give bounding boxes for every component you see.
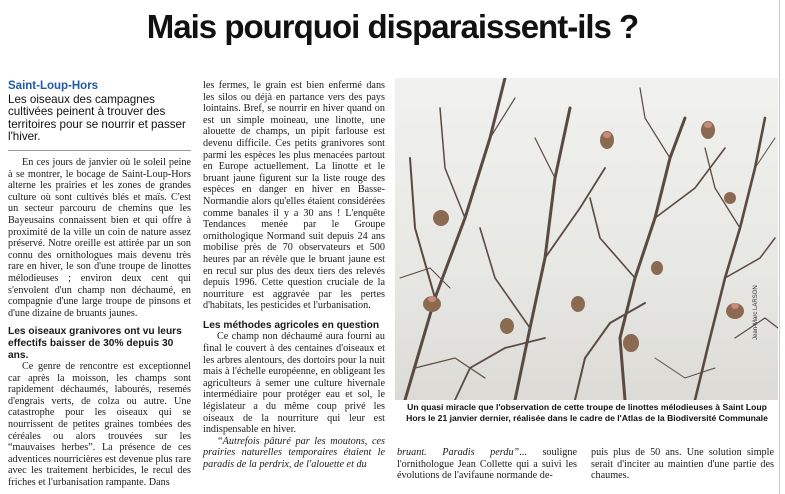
column-1-body [8,157,191,489]
photo-caption: Un quasi miracle que l'observation de cette troupe de linottes mélodieuses à Saint Loup Hors le 21 janvier dernier, réalisée dans le cadre de l'Atlas de la Biodiversité Communale [406,402,768,423]
paragraph: puis plus de 50 ans. Une solution simple serait d'inciter au maintien d'une partie des chaumes. [591,447,774,482]
photo-credit: Jean-Marc LARSON [753,285,759,340]
paragraph: “Autrefois pâturé par les moutons, ces prairies naturelles temporaires étaient le paradis de la perdrix, de l'alouette et du [203,435,385,470]
column-2 [203,80,385,471]
bird-photo [395,78,778,400]
headline: Mais pourquoi disparaissent-ils ? [146,8,639,45]
page-edge [779,0,780,494]
subheading: Les oiseaux granivores ont vu leurs effectifs baisser de 30% depuis 30 ans. [8,326,182,361]
paragraph: En ces jours de janvier où le soleil peine à se montrer, le bocage de Saint-Loup-Hors alterne les prairies et les zones de grandes culture où sont cultivés blés et maïs. C'est un secteur parcouru de chemins que les Bayeusains connaissent bien et qui offre à proximité de la ville un coin de nature assez préservé. Notre oreille est attirée par un son connu des ornithologues mais devenu très rare en hiver, le son d'une troupe de linottes mélodieuses ; environ deux cent qui s'envolent d'un champ non déchaumé, en compagnie d'une large troupe de pinsons et d'une dizaine de bruants jaunes. [8,157,191,319]
column-3 [397,447,577,482]
subheading: Les méthodes agricoles en question [203,319,380,331]
column-4 [591,447,774,482]
chapo: Les oiseaux des campagnes cultivées peinent à trouver des territoires pour se nourrir et passer l'hiver. [8,93,186,144]
locality-label: Saint-Loup-Hors [8,80,99,92]
quote-text: bruant. Paradis perdu” [397,447,520,458]
paragraph: les fermes, le grain est bien enfermé dans les silos ou déjà en partance vers des pays lointains. Bref, se nourrir en hiver quand on est un simple moineau, une linotte, une alouette de champs, un pipit farlouse est devenu difficile. Ces petits granivores sont parmi les espèces les plus menacées partout en Europe actuellement. La linotte et le bruant jaune figurent sur la liste rouge des espèces en danger en hiver en Basse-Normandie alors qu'elles étaient considérées comme banales il y a 30 ans ! L'enquête Tendances menée par le Groupe ornithologique Normand suit depuis 24 ans mobilise près de 70 observateurs et 500 heures par an révèle que le bruant jaune est en recul sur plus des deux tiers des relevés depuis 1996. Cette question cruciale de la nourriture est aggravée par les pertes d'habitats, les pesticides et l'urbanisation. [203,80,385,312]
column-1 [8,80,191,144]
paragraph: Ce genre de rencontre est exceptionnel car après la moisson, les champs sont rapidement déchaumés, labourés, resemés d'engrais verts, de colza ou autre. Une catastrophe pour les oiseaux qui se nourrissent de petites graines tombées des céréales ou alors trouvées sur les “mauvaises herbes”. La présence de ces adventices nourricières est devenue plus rare avec les traitement herbicides, le recul des friches et l'urbanisation rampante. Dans [8,361,191,489]
linnets-on-branches-image [395,78,778,400]
paragraph: ... souligne l'ornithologue Jean Collette qui a suivi les évolutions de l'avifaune normande de- [397,447,577,482]
chapo-divider [8,150,191,151]
paragraph: Ce champ non déchaumé aura fourni au final le couvert à des centaines d'oiseaux et les arbres alentours, des dortoirs pour la nuit mais à l'échelle européenne, en obligeant les agriculteurs à semer une culture hivernale intermédiaire pour protéger eau et sol, le législateur a du même coup privé les oiseaux de la nourriture qui leur est indispensable en hiver. [203,331,385,436]
